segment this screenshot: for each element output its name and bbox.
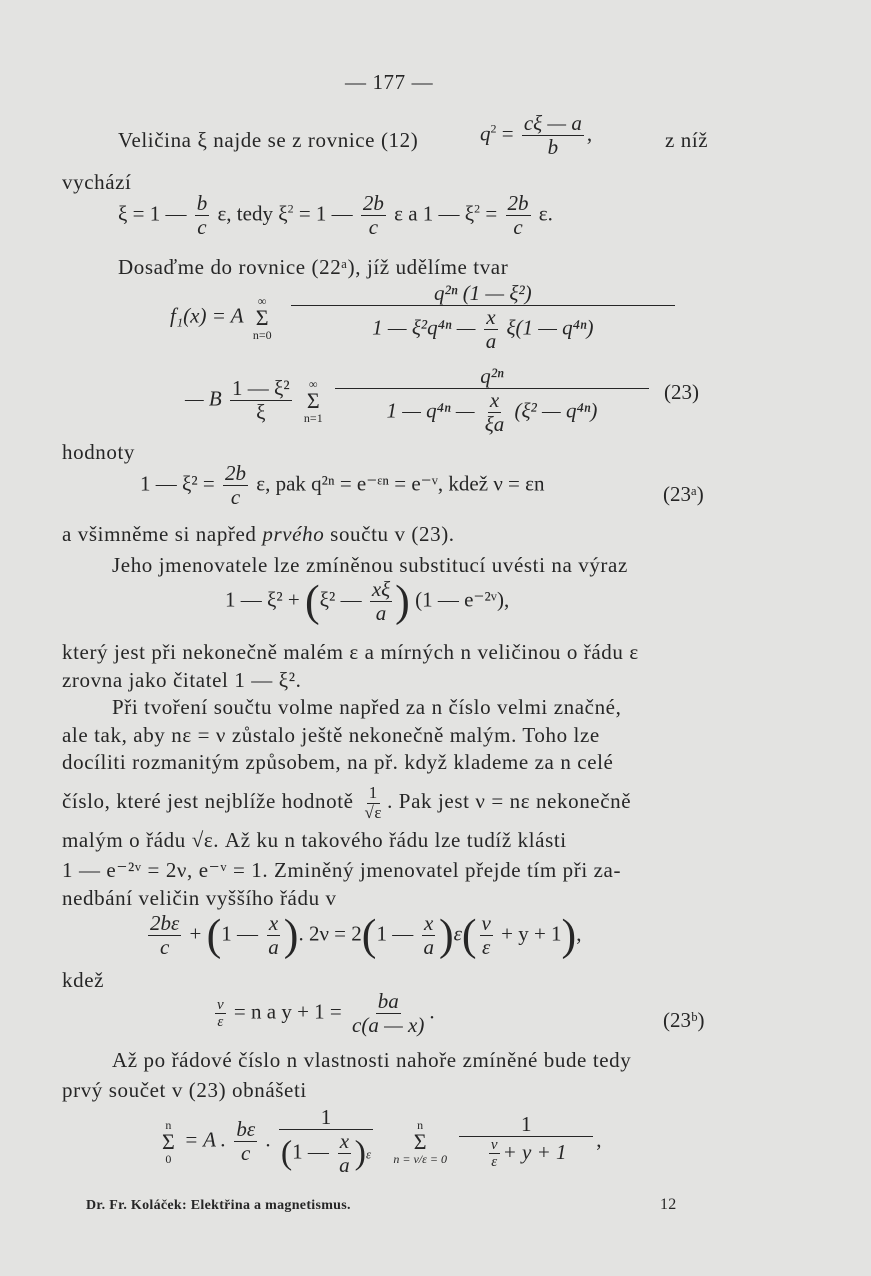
equation-f1: f₁(x) = A ∞ Σ n=0 q²ⁿ (1 — ξ²) 1 — ξ²q⁴ⁿ — $\frac{x}{a}$ ξ(1 — q⁴ⁿ): [170, 282, 678, 353]
paragraph-line: vychází: [62, 170, 132, 194]
page-number-header: — 177 —: [345, 70, 434, 94]
paragraph-line: kdež: [62, 968, 105, 992]
equation-number-23b: (23ᵇ): [663, 1008, 705, 1032]
equation-number-23: (23): [664, 380, 699, 404]
paragraph-line: Při tvoření součtu volme napřed za n číslo velmi značné,: [112, 695, 622, 719]
paragraph-line: a všimněme si napřed prvého součtu v (23).: [62, 522, 455, 546]
paragraph-line: 1 — e⁻²ᵛ = 2ν, e⁻ᵛ = 1. Zminěný jmenovatel přejde tím při za-: [62, 858, 622, 882]
paragraph-line: prvý součet v (23) obnášeti: [62, 1078, 307, 1102]
paragraph-line: číslo, které jest nejblíže hodnotě $\frac{1}{√\varepsilon}$ . Pak jest ν = nε nekonečně: [62, 783, 632, 822]
paragraph-line: Jeho jmenovatele lze zmíněnou substitucí uvésti na výraz: [112, 553, 628, 577]
paragraph-line: malým o řádu √ε. Až ku n takového řádu lze tudíž klásti: [62, 828, 567, 852]
equation-approximation: $\frac{2b\varepsilon}{c}$ + (1 — $\frac{x}{a}$ ). 2ν = 2(1 — $\frac{x}{a}$ )ε( $\frac{\nu}{\varepsilon}$ + y + 1),: [150, 910, 582, 960]
footer-author-title: Dr. Fr. Koláček: Elektřina a magnetismus.: [86, 1198, 351, 1213]
paragraph-line: nedbání veličin vyššího řádu v: [62, 886, 337, 910]
paragraph-line: který jest při nekonečně malém ε a mírných n veličinou o řádu ε: [62, 640, 639, 664]
equation-q-squared: $q^2$ = $\frac{c\xi — a}{b}$ ,: [480, 111, 593, 160]
equation-denominator: 1 — ξ² + (ξ² — $\frac{x\xi}{a}$ ) (1 — e⁻²ᵛ),: [225, 576, 510, 626]
footer-signature-number: 12: [660, 1196, 677, 1213]
paragraph-line: hodnoty: [62, 440, 136, 464]
paragraph-line: Dosaďme do rovnice (22ᵃ), jíž udělíme tvar: [118, 255, 509, 279]
equation-xi: ξ = 1 — $\frac{b}{c}$ ε, tedy $\xi^2 = 1$ — $\frac{2b}{c}$ ε a 1 — $\xi^2$ = $\frac{2b}{c}$ ε.: [118, 191, 553, 240]
paragraph-line: docíliti rozmanitým způsobem, na př. když klademe za n celé: [62, 750, 614, 774]
paragraph-line: zrovna jako čitatel 1 — ξ².: [62, 668, 302, 692]
paragraph-line: Až po řádové číslo n vlastnosti nahoře zmíněné bude tedy: [112, 1048, 632, 1072]
equation-final-sum: n Σ 0 = A . $\frac{b\varepsilon}{c}$ . 1 (1 — $\frac{x}{a}$ )ε n Σ n = ν/ε = 0 1 $\frac{\nu}{\varepsilon}$ + y + 1 ,: [162, 1105, 602, 1178]
equation-number-23a: (23ᵃ): [663, 482, 704, 506]
equation-b-term: — B $\frac{\text{1 — ξ²}}{\xi}$ ∞ Σ n=1 q²ⁿ 1 — q⁴ⁿ — $\frac{x}{\xi a}$ (ξ² — q⁴ⁿ): [185, 365, 652, 436]
equation-23a: 1 — ξ² = $\frac{2b}{c}$ ε, pak q²ⁿ = e⁻ᵋⁿ = e⁻ᵛ, kdež ν = εn: [140, 461, 545, 510]
paragraph-line: Veličina ξ najde se z rovnice (12): [118, 128, 419, 152]
paragraph-line-end: z níž: [665, 128, 709, 152]
paragraph-line: ale tak, aby nε = ν zůstalo ještě nekonečně malým. Toho lze: [62, 723, 600, 747]
equation-23b: $\frac{\nu}{\varepsilon}$ = n a y + 1 = $\frac{ba}{c(a — x)}$ .: [217, 989, 435, 1038]
